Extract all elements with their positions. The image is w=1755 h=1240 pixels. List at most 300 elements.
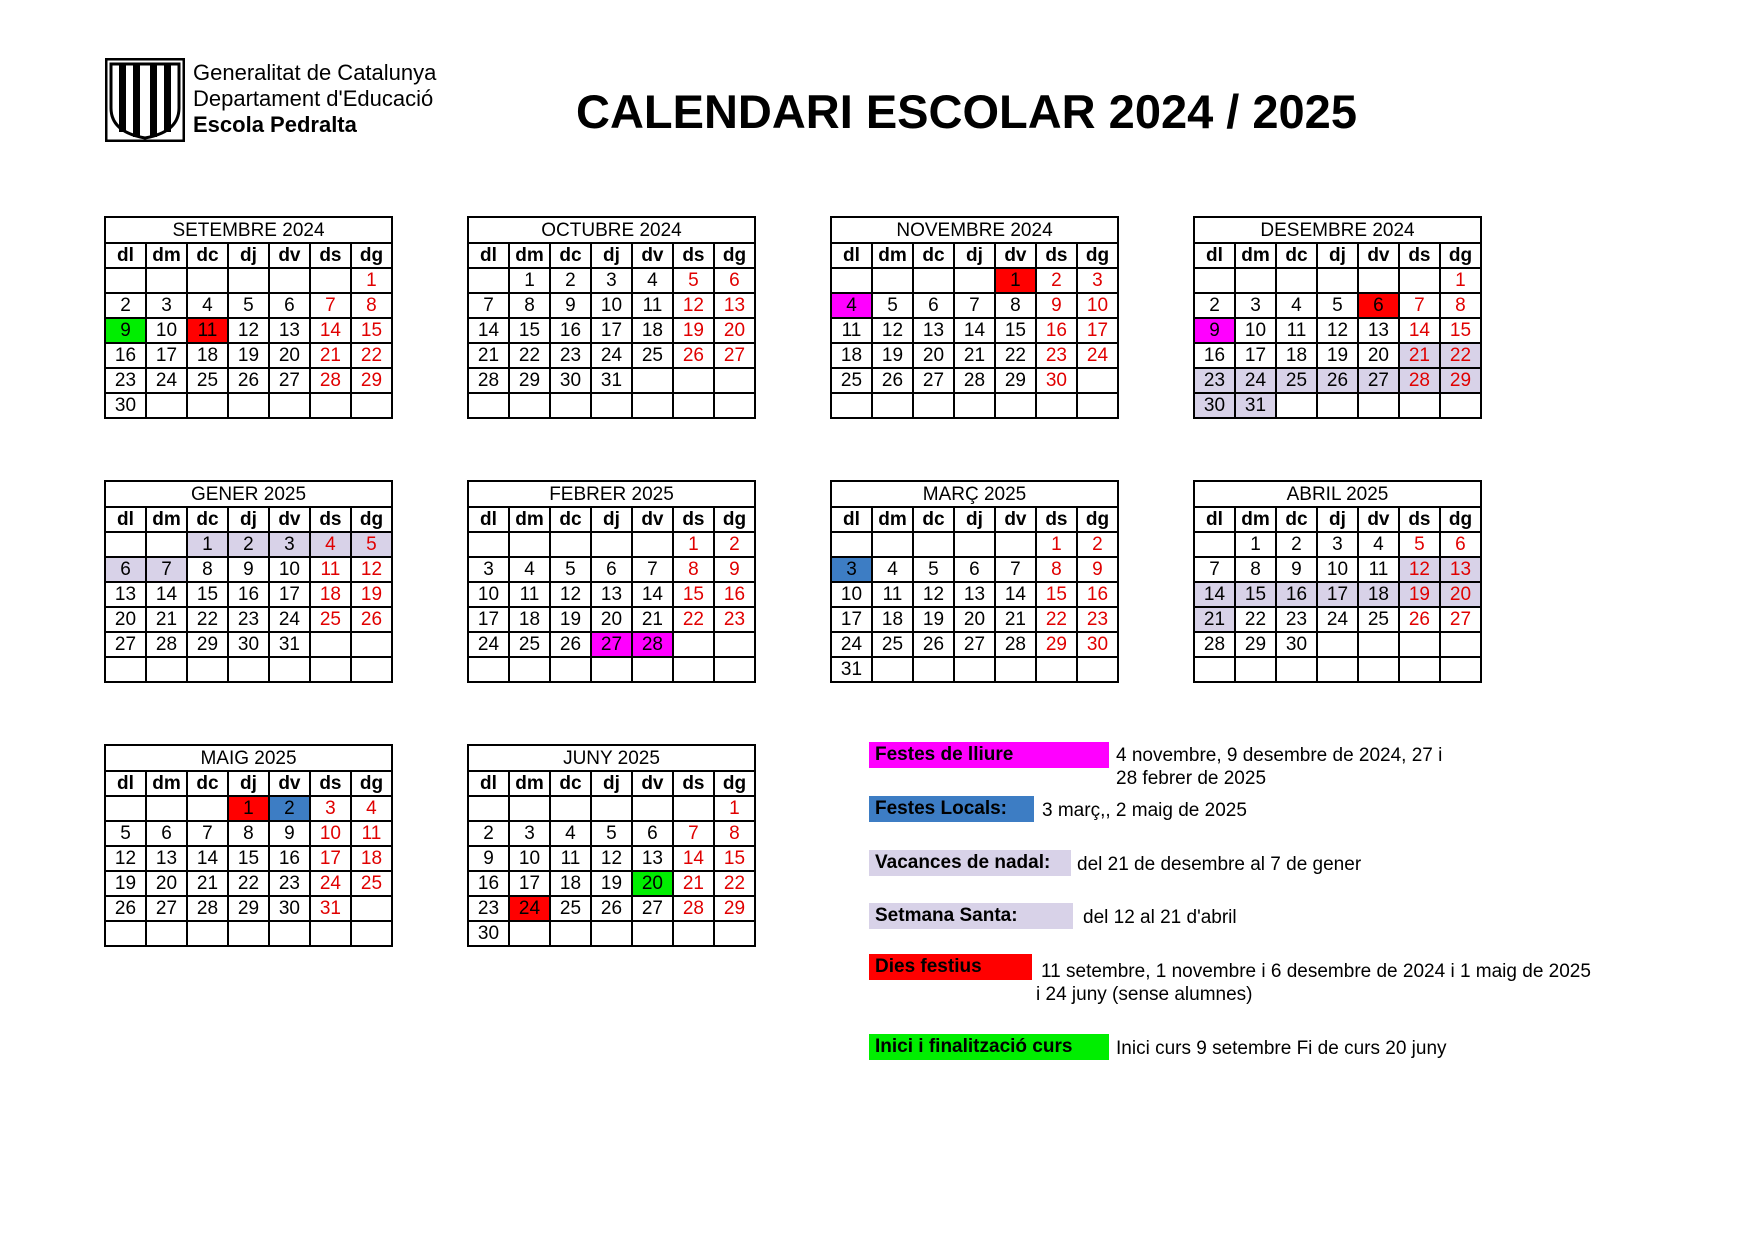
day-cell: 3 <box>831 557 872 582</box>
day-cell: 20 <box>954 607 995 632</box>
day-cell: 3 <box>1317 532 1358 557</box>
empty-cell <box>591 657 632 682</box>
day-name-header: dm <box>146 771 187 796</box>
day-cell: 22 <box>714 871 755 896</box>
day-cell: 28 <box>146 632 187 657</box>
empty-cell <box>1077 393 1118 418</box>
empty-cell <box>146 657 187 682</box>
empty-cell <box>1276 657 1317 682</box>
day-cell: 2 <box>1036 268 1077 293</box>
generalitat-logo <box>105 58 185 142</box>
empty-cell <box>673 921 714 946</box>
day-cell: 5 <box>673 268 714 293</box>
day-name-header: dg <box>714 771 755 796</box>
day-name-header: dc <box>187 507 228 532</box>
day-cell: 19 <box>351 582 392 607</box>
day-cell: 9 <box>714 557 755 582</box>
day-cell: 26 <box>1317 368 1358 393</box>
empty-cell <box>1036 657 1077 682</box>
day-name-header: dm <box>872 507 913 532</box>
empty-cell <box>591 921 632 946</box>
day-cell: 21 <box>187 871 228 896</box>
day-cell: 16 <box>1276 582 1317 607</box>
legend-swatch: Inici i finalització curs <box>869 1034 1109 1060</box>
empty-cell <box>509 921 550 946</box>
empty-cell <box>872 657 913 682</box>
day-cell: 19 <box>1399 582 1440 607</box>
empty-cell <box>105 268 146 293</box>
legend-swatch: Dies festius <box>869 954 1032 980</box>
day-cell: 14 <box>1194 582 1235 607</box>
day-cell: 4 <box>872 557 913 582</box>
empty-cell <box>714 393 755 418</box>
empty-cell <box>187 796 228 821</box>
day-cell: 20 <box>714 318 755 343</box>
day-name-header: dl <box>1194 507 1235 532</box>
day-cell: 22 <box>1235 607 1276 632</box>
day-cell: 7 <box>310 293 351 318</box>
empty-cell <box>1317 268 1358 293</box>
empty-cell <box>105 657 146 682</box>
day-cell: 2 <box>1276 532 1317 557</box>
day-cell: 13 <box>1358 318 1399 343</box>
day-cell: 9 <box>1036 293 1077 318</box>
day-cell: 30 <box>1276 632 1317 657</box>
empty-cell <box>831 393 872 418</box>
day-cell: 29 <box>351 368 392 393</box>
day-name-header: dj <box>591 243 632 268</box>
day-cell: 10 <box>269 557 310 582</box>
empty-cell <box>1235 657 1276 682</box>
day-cell: 14 <box>468 318 509 343</box>
day-cell: 9 <box>1276 557 1317 582</box>
day-cell: 19 <box>673 318 714 343</box>
day-cell: 19 <box>913 607 954 632</box>
day-cell: 18 <box>1358 582 1399 607</box>
day-name-header: dc <box>1276 243 1317 268</box>
day-name-header: dv <box>269 243 310 268</box>
day-cell: 27 <box>954 632 995 657</box>
day-cell: 4 <box>1358 532 1399 557</box>
empty-cell <box>1276 393 1317 418</box>
day-cell: 28 <box>468 368 509 393</box>
day-name-header: dv <box>269 507 310 532</box>
day-cell: 13 <box>714 293 755 318</box>
day-cell: 11 <box>351 821 392 846</box>
day-cell: 22 <box>509 343 550 368</box>
day-cell: 28 <box>310 368 351 393</box>
empty-cell <box>509 393 550 418</box>
day-cell: 4 <box>550 821 591 846</box>
empty-cell <box>1399 657 1440 682</box>
day-cell: 8 <box>714 821 755 846</box>
day-cell: 14 <box>187 846 228 871</box>
day-cell: 27 <box>913 368 954 393</box>
day-cell: 13 <box>632 846 673 871</box>
day-cell: 8 <box>351 293 392 318</box>
empty-cell <box>591 532 632 557</box>
day-cell: 10 <box>591 293 632 318</box>
day-name-header: dm <box>1235 507 1276 532</box>
day-cell: 19 <box>550 607 591 632</box>
day-cell: 29 <box>714 896 755 921</box>
day-cell: 20 <box>913 343 954 368</box>
day-cell: 12 <box>1399 557 1440 582</box>
day-cell: 8 <box>995 293 1036 318</box>
empty-cell <box>550 532 591 557</box>
legend-description: i 24 juny (sense alumnes) <box>1036 984 1253 1005</box>
empty-cell <box>1194 268 1235 293</box>
empty-cell <box>913 393 954 418</box>
day-cell: 21 <box>1399 343 1440 368</box>
empty-cell <box>228 268 269 293</box>
day-name-header: dc <box>187 771 228 796</box>
day-cell: 8 <box>1440 293 1481 318</box>
day-cell: 13 <box>591 582 632 607</box>
empty-cell <box>913 657 954 682</box>
empty-cell <box>954 393 995 418</box>
empty-cell <box>310 268 351 293</box>
day-cell: 9 <box>269 821 310 846</box>
day-cell: 9 <box>105 318 146 343</box>
day-cell: 21 <box>310 343 351 368</box>
day-cell: 27 <box>269 368 310 393</box>
day-cell: 4 <box>187 293 228 318</box>
legend-description: del 21 de desembre al 7 de gener <box>1077 854 1362 875</box>
day-name-header: dc <box>550 771 591 796</box>
day-cell: 29 <box>509 368 550 393</box>
day-cell: 19 <box>228 343 269 368</box>
day-cell: 3 <box>591 268 632 293</box>
day-cell: 20 <box>269 343 310 368</box>
day-cell: 4 <box>351 796 392 821</box>
day-cell: 24 <box>146 368 187 393</box>
day-cell: 30 <box>1036 368 1077 393</box>
day-cell: 11 <box>831 318 872 343</box>
day-name-header: dg <box>1440 243 1481 268</box>
day-cell: 18 <box>632 318 673 343</box>
empty-cell <box>269 268 310 293</box>
day-cell: 28 <box>954 368 995 393</box>
day-name-header: dj <box>228 507 269 532</box>
day-name-header: dj <box>228 771 269 796</box>
day-cell: 3 <box>310 796 351 821</box>
empty-cell <box>146 532 187 557</box>
empty-cell <box>1194 657 1235 682</box>
day-cell: 17 <box>146 343 187 368</box>
empty-cell <box>673 393 714 418</box>
day-name-header: dl <box>105 507 146 532</box>
day-cell: 19 <box>1317 343 1358 368</box>
day-name-header: ds <box>673 243 714 268</box>
day-cell: 15 <box>228 846 269 871</box>
day-cell: 28 <box>1399 368 1440 393</box>
day-cell: 24 <box>1077 343 1118 368</box>
empty-cell <box>673 632 714 657</box>
day-cell: 25 <box>632 343 673 368</box>
day-cell: 26 <box>1399 607 1440 632</box>
empty-cell <box>468 393 509 418</box>
empty-cell <box>351 657 392 682</box>
day-cell: 23 <box>1276 607 1317 632</box>
day-name-header: dl <box>468 507 509 532</box>
day-cell: 1 <box>509 268 550 293</box>
empty-cell <box>105 796 146 821</box>
day-name-header: ds <box>1399 507 1440 532</box>
day-cell: 22 <box>351 343 392 368</box>
empty-cell <box>872 393 913 418</box>
empty-cell <box>187 657 228 682</box>
legend-description: Inici curs 9 setembre Fi de curs 20 juny <box>1116 1038 1447 1059</box>
empty-cell <box>954 657 995 682</box>
empty-cell <box>310 921 351 946</box>
month-title: ABRIL 2025 <box>1194 481 1481 507</box>
day-name-header: dl <box>468 771 509 796</box>
day-cell: 24 <box>269 607 310 632</box>
day-cell: 11 <box>310 557 351 582</box>
day-cell: 26 <box>913 632 954 657</box>
day-cell: 17 <box>468 607 509 632</box>
empty-cell <box>872 268 913 293</box>
school-name: Escola Pedralta <box>193 112 357 137</box>
month-title: DESEMBRE 2024 <box>1194 217 1481 243</box>
legend-swatch: Festes de lliure <box>869 742 1109 768</box>
day-cell: 2 <box>714 532 755 557</box>
day-cell: 16 <box>228 582 269 607</box>
empty-cell <box>1440 657 1481 682</box>
day-cell: 1 <box>995 268 1036 293</box>
day-cell: 3 <box>1235 293 1276 318</box>
legend-description: 4 novembre, 9 desembre de 2024, 27 i <box>1116 745 1443 766</box>
day-cell: 1 <box>228 796 269 821</box>
month-title: NOVEMBRE 2024 <box>831 217 1118 243</box>
day-name-header: dm <box>509 243 550 268</box>
day-cell: 22 <box>1440 343 1481 368</box>
empty-cell <box>1317 393 1358 418</box>
empty-cell <box>105 921 146 946</box>
day-cell: 8 <box>1235 557 1276 582</box>
day-cell: 17 <box>1077 318 1118 343</box>
day-cell: 14 <box>673 846 714 871</box>
empty-cell <box>146 268 187 293</box>
empty-cell <box>995 393 1036 418</box>
day-cell: 23 <box>468 896 509 921</box>
day-cell: 15 <box>673 582 714 607</box>
day-cell: 17 <box>310 846 351 871</box>
empty-cell <box>673 657 714 682</box>
empty-cell <box>228 393 269 418</box>
month-title: OCTUBRE 2024 <box>468 217 755 243</box>
empty-cell <box>269 393 310 418</box>
day-cell: 20 <box>1440 582 1481 607</box>
day-cell: 12 <box>591 846 632 871</box>
empty-cell <box>714 368 755 393</box>
empty-cell <box>1276 268 1317 293</box>
empty-cell <box>105 532 146 557</box>
day-cell: 10 <box>468 582 509 607</box>
day-cell: 1 <box>714 796 755 821</box>
day-cell: 29 <box>1235 632 1276 657</box>
day-cell: 31 <box>591 368 632 393</box>
day-cell: 17 <box>591 318 632 343</box>
day-cell: 4 <box>831 293 872 318</box>
empty-cell <box>632 921 673 946</box>
day-cell: 16 <box>1036 318 1077 343</box>
day-name-header: dm <box>146 507 187 532</box>
day-cell: 1 <box>351 268 392 293</box>
legend-description: 28 febrer de 2025 <box>1116 768 1267 789</box>
day-cell: 11 <box>509 582 550 607</box>
day-cell: 10 <box>1317 557 1358 582</box>
day-cell: 25 <box>831 368 872 393</box>
day-cell: 27 <box>146 896 187 921</box>
empty-cell <box>351 921 392 946</box>
legend-description: 3 març,, 2 maig de 2025 <box>1042 800 1247 821</box>
day-cell: 9 <box>468 846 509 871</box>
day-cell: 23 <box>550 343 591 368</box>
day-cell: 3 <box>1077 268 1118 293</box>
day-name-header: dl <box>831 243 872 268</box>
empty-cell <box>509 532 550 557</box>
day-cell: 18 <box>1276 343 1317 368</box>
day-name-header: ds <box>310 771 351 796</box>
day-cell: 18 <box>351 846 392 871</box>
day-cell: 29 <box>228 896 269 921</box>
day-name-header: ds <box>310 243 351 268</box>
day-name-header: ds <box>1399 243 1440 268</box>
empty-cell <box>468 532 509 557</box>
empty-cell <box>509 796 550 821</box>
empty-cell <box>1077 368 1118 393</box>
day-cell: 24 <box>1317 607 1358 632</box>
day-cell: 27 <box>1440 607 1481 632</box>
day-cell: 3 <box>468 557 509 582</box>
day-cell: 18 <box>831 343 872 368</box>
day-cell: 22 <box>187 607 228 632</box>
month-title: SETEMBRE 2024 <box>105 217 392 243</box>
day-cell: 29 <box>995 368 1036 393</box>
empty-cell <box>995 657 1036 682</box>
day-cell: 20 <box>146 871 187 896</box>
day-cell: 28 <box>1194 632 1235 657</box>
day-cell: 6 <box>591 557 632 582</box>
day-cell: 16 <box>105 343 146 368</box>
day-cell: 20 <box>105 607 146 632</box>
day-name-header: dc <box>1276 507 1317 532</box>
day-cell: 15 <box>714 846 755 871</box>
day-cell: 31 <box>831 657 872 682</box>
day-name-header: dl <box>1194 243 1235 268</box>
day-name-header: dc <box>913 507 954 532</box>
day-cell: 17 <box>269 582 310 607</box>
day-cell: 16 <box>550 318 591 343</box>
day-cell: 13 <box>954 582 995 607</box>
empty-cell <box>831 532 872 557</box>
day-cell: 26 <box>351 607 392 632</box>
day-name-header: ds <box>310 507 351 532</box>
day-cell: 9 <box>1194 318 1235 343</box>
day-cell: 24 <box>1235 368 1276 393</box>
day-cell: 6 <box>146 821 187 846</box>
month-calendar <box>1193 216 1482 419</box>
day-cell: 15 <box>1235 582 1276 607</box>
day-name-header: dc <box>187 243 228 268</box>
day-name-header: dj <box>954 243 995 268</box>
day-cell: 19 <box>105 871 146 896</box>
day-cell: 30 <box>1077 632 1118 657</box>
day-cell: 16 <box>468 871 509 896</box>
day-cell: 7 <box>954 293 995 318</box>
month-calendar <box>104 216 393 419</box>
day-name-header: dj <box>228 243 269 268</box>
day-cell: 30 <box>1194 393 1235 418</box>
org-name: Generalitat de Catalunya <box>193 60 437 85</box>
day-cell: 14 <box>1399 318 1440 343</box>
day-cell: 2 <box>550 268 591 293</box>
page-title: CALENDARI ESCOLAR 2024 / 2025 <box>576 85 1357 138</box>
day-cell: 10 <box>509 846 550 871</box>
day-cell: 26 <box>550 632 591 657</box>
empty-cell <box>954 532 995 557</box>
empty-cell <box>310 632 351 657</box>
day-cell: 25 <box>1358 607 1399 632</box>
empty-cell <box>714 632 755 657</box>
month-title: MARÇ 2025 <box>831 481 1118 507</box>
day-name-header: dc <box>550 507 591 532</box>
day-cell: 15 <box>187 582 228 607</box>
month-calendar <box>467 480 756 683</box>
day-cell: 6 <box>105 557 146 582</box>
day-name-header: dv <box>1358 243 1399 268</box>
empty-cell <box>591 796 632 821</box>
day-cell: 28 <box>995 632 1036 657</box>
empty-cell <box>351 896 392 921</box>
empty-cell <box>228 657 269 682</box>
day-name-header: dg <box>714 507 755 532</box>
day-cell: 5 <box>351 532 392 557</box>
empty-cell <box>351 632 392 657</box>
day-cell: 11 <box>187 318 228 343</box>
month-title: MAIG 2025 <box>105 745 392 771</box>
day-cell: 7 <box>673 821 714 846</box>
day-cell: 1 <box>1235 532 1276 557</box>
day-cell: 7 <box>146 557 187 582</box>
day-name-header: dj <box>1317 243 1358 268</box>
day-cell: 2 <box>468 821 509 846</box>
day-cell: 15 <box>995 318 1036 343</box>
day-name-header: ds <box>673 771 714 796</box>
day-cell: 4 <box>509 557 550 582</box>
day-cell: 14 <box>995 582 1036 607</box>
day-cell: 8 <box>228 821 269 846</box>
day-name-header: ds <box>1036 243 1077 268</box>
day-cell: 12 <box>550 582 591 607</box>
day-cell: 31 <box>310 896 351 921</box>
day-name-header: dg <box>714 243 755 268</box>
day-cell: 14 <box>146 582 187 607</box>
day-name-header: dc <box>913 243 954 268</box>
organization-block <box>193 60 436 138</box>
day-cell: 7 <box>187 821 228 846</box>
day-cell: 13 <box>146 846 187 871</box>
day-cell: 12 <box>913 582 954 607</box>
day-cell: 22 <box>228 871 269 896</box>
empty-cell <box>351 393 392 418</box>
day-cell: 3 <box>509 821 550 846</box>
day-cell: 30 <box>550 368 591 393</box>
day-cell: 8 <box>509 293 550 318</box>
day-cell: 30 <box>228 632 269 657</box>
